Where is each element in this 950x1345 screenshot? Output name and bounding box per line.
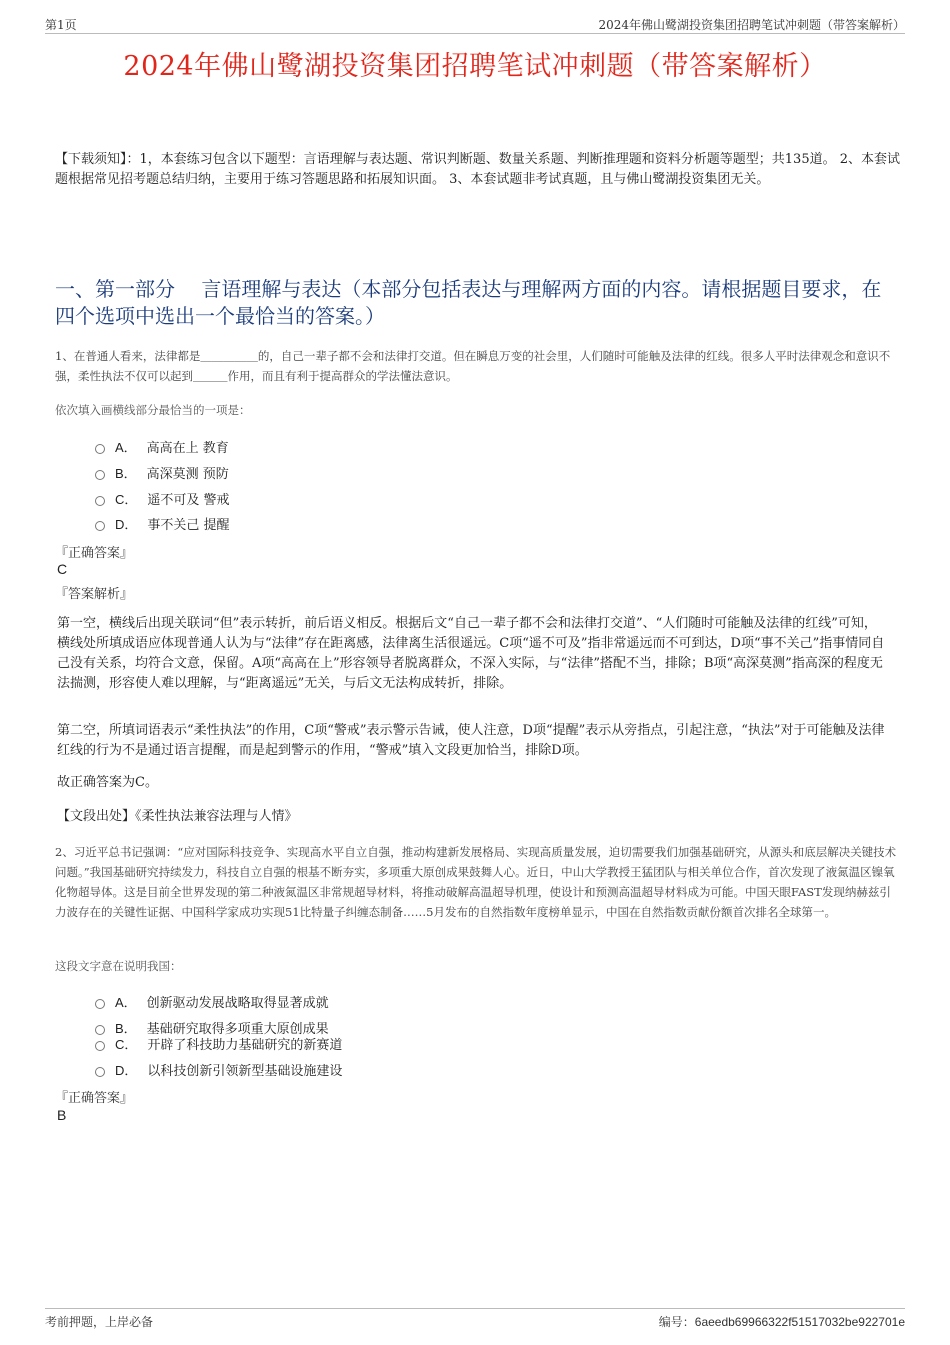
running-header-title: 2024年佛山鹭湖投资集团招聘笔试冲刺题（带答案解析） (598, 18, 905, 32)
question-2-answer-label: 『正确答案』 (55, 1091, 134, 1106)
question-2-text: 2、习近平总书记强调：“应对国际科技竞争、实现高水平自立自强，推动构建新发展格局、实现高质量发展，迫切需要我们加强基础研究，从源头和底层解决关键技术问题。”我国基础研究持续发力，科技自立自强的根基不断夯实，多项重大原创成果鼓舞人心。近日，中山大学教授王猛团队与相关单位合作，首次发现了液氮温区镍氧化物超导体。这是目前全世界发现的第二种液氮温区非常规超导材料，将推动破解高温超导机理，使设计和预测高温超导材料成为可能。中国天眼FAST发现纳赫兹引力波存在的关键性证据、中国科学家成功实现51比特量子纠缠态制备……5月发布的自然指数年度榜单显示，中国在自然指数贡献份额首次排名全球第一。 (55, 845, 897, 919)
question-1-text: 1、在普通人看来，法律都是＿＿＿＿＿的，自己一辈子都不会和法律打交道。但在瞬息万变的社会里，人们随时可能触及法律的红线。很多人平时法律观念和意识不强，柔性执法不仅可以起到＿＿＿作用，而且有利于提高群众的学法懂法意识。 (55, 349, 891, 383)
radio-icon[interactable] (95, 470, 105, 480)
question-2-option-a[interactable]: A． 创新驱动发展战略取得显著成就 (95, 992, 329, 1011)
question-1-analysis-paragraph: 第一空，横线后出现关联词“但”表示转折，前后语义相反。根据后文“自己一辈子都不会和法律打交道”、“人们随时可能触及法律的红线”可知，横线处所填成语应体现普通人认为与“法律”存在距离感，法律离生活很遥远。C项“遥不可及”指非常遥远而不可到达，D项“事不关己”指事情同自己没有关系，均符合文意，保留。A项“高高在上”形容领导者脱离群众，不深入实际，与“法律”搭配不当，排除；B项“高深莫测”指高深的程度无法揣测，形容使人难以理解，与“距离遥远”无关，与后文无法构成转折，排除。 (57, 616, 885, 691)
radio-icon[interactable] (95, 999, 105, 1009)
radio-icon[interactable] (95, 1067, 105, 1077)
page-number: 第1页 (45, 18, 77, 32)
question-1-answer: C (57, 561, 68, 577)
question-1-option-d[interactable]: D． 事不关己 提醒 (95, 514, 230, 533)
footer-slogan: 考前押题，上岸必备 (45, 1315, 154, 1329)
radio-icon[interactable] (95, 521, 105, 531)
document-id: 编号：6aeedb69966322f51517032be922701e (658, 1315, 905, 1329)
radio-icon[interactable] (95, 496, 105, 506)
question-1-analysis-label: 『答案解析』 (55, 587, 134, 602)
question-1-analysis-paragraph: 第二空，所填词语表示“柔性执法”的作用，C项“警戒”表示警示告诫，使人注意，D项“提醒”表示从旁指点，引起注意，“执法”对于可能触及法律红线的行为不是通过语言提醒，而是起到警示的作用，“警戒”填入文段更加恰当，排除D项。 (57, 723, 885, 758)
question-1-answer-label: 『正确答案』 (55, 546, 134, 561)
radio-icon[interactable] (95, 1025, 105, 1035)
question-2-option-b[interactable]: B． 基础研究取得多项重大原创成果 (95, 1018, 329, 1037)
question-1-option-b[interactable]: B． 高深莫测 预防 (95, 463, 229, 482)
section-heading: 一、第一部分 言语理解与表达（本部分包括表达与理解两方面的内容。请根据题目要求，在四个选项中选出一个最恰当的答案。） (55, 277, 882, 328)
question-2-option-d[interactable]: D． 以科技创新引领新型基础设施建设 (95, 1060, 342, 1079)
radio-icon[interactable] (95, 1041, 105, 1051)
question-2-prompt: 这段文字意在说明我国： (55, 959, 182, 973)
question-2-answer: B (57, 1107, 67, 1123)
footer-divider (45, 1308, 905, 1309)
question-1-prompt: 依次填入画横线部分最恰当的一项是： (55, 403, 251, 417)
question-1-option-c[interactable]: C． 遥不可及 警戒 (95, 489, 230, 508)
question-2-option-c[interactable]: C． 开辟了科技助力基础研究的新赛道 (95, 1034, 342, 1053)
header-divider (45, 33, 905, 34)
document-title: 2024年佛山鹭湖投资集团招聘笔试冲刺题（带答案解析） (123, 51, 827, 82)
radio-icon[interactable] (95, 444, 105, 454)
question-1-source: 【文段出处】《柔性执法兼容法理与人情》 (57, 809, 298, 824)
question-1-option-a[interactable]: A． 高高在上 教育 (95, 437, 229, 456)
download-notice: 【下载须知】：1，本套练习包含以下题型：言语理解与表达题、常识判断题、数量关系题、判断推理题和资料分析题等题型；共135道。 2、本套试题根据常见招考题总结归纳，主要用于练习答题思路和拓展知识面。 3、本套试题非考试真题，且与佛山鹭湖投资集团无关。 (55, 152, 900, 187)
question-1-conclusion: 故正确答案为C。 (57, 775, 158, 790)
